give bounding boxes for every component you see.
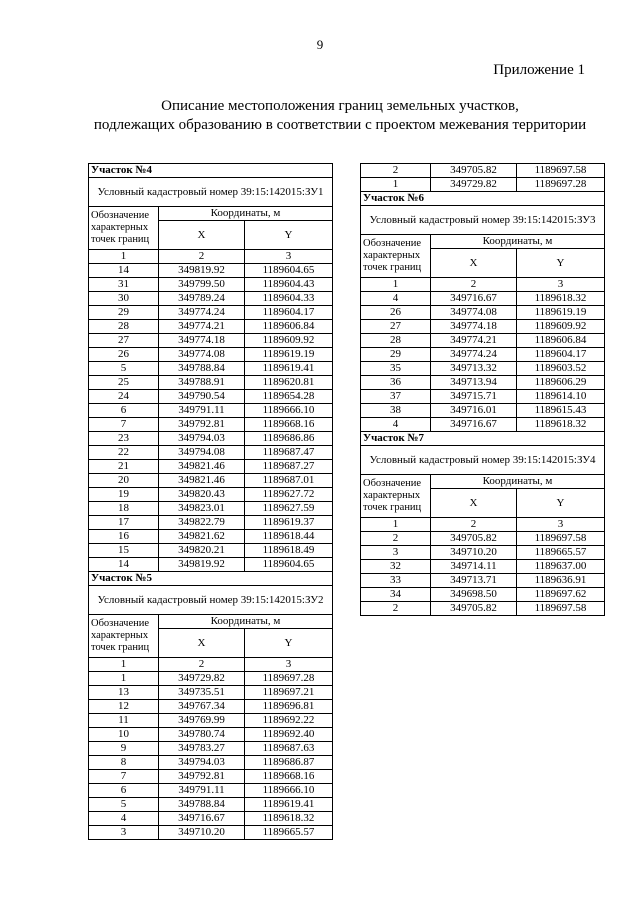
point-number: 12 xyxy=(89,700,159,714)
point-designation-header: Обозначение характерных точек границ xyxy=(361,235,431,278)
column-number-row xyxy=(89,658,333,672)
x-coordinate: 349794.08 xyxy=(159,446,245,460)
table-row xyxy=(89,502,333,516)
point-number: 35 xyxy=(361,362,431,376)
point-number: 32 xyxy=(361,560,431,574)
y-coordinate: 1189627.59 xyxy=(245,502,333,516)
table-row xyxy=(89,320,333,334)
y-coordinate: 1189604.65 xyxy=(245,264,333,278)
table-row xyxy=(89,362,333,376)
point-number: 26 xyxy=(361,306,431,320)
table-row xyxy=(361,292,605,306)
section-title-row xyxy=(361,192,605,206)
point-number: 1 xyxy=(361,178,431,192)
x-coordinate: 349715.71 xyxy=(431,390,517,404)
coordinates-header: Координаты, м xyxy=(431,475,605,489)
table-row xyxy=(361,306,605,320)
x-coordinate: 349716.67 xyxy=(159,812,245,826)
y-coordinate: 1189686.86 xyxy=(245,432,333,446)
x-coordinate: 349820.43 xyxy=(159,488,245,502)
x-coordinate: 349792.81 xyxy=(159,770,245,784)
coordinates-header: Координаты, м xyxy=(159,615,333,629)
point-number: 7 xyxy=(89,770,159,784)
header-row xyxy=(89,615,333,629)
x-coordinate: 349799.50 xyxy=(159,278,245,292)
y-coordinate: 1189637.00 xyxy=(517,560,605,574)
x-coordinate: 349705.82 xyxy=(431,164,517,178)
y-coordinate: 1189687.63 xyxy=(245,742,333,756)
table-row xyxy=(361,362,605,376)
table-row xyxy=(89,686,333,700)
table-row xyxy=(89,784,333,798)
y-coordinate: 1189697.28 xyxy=(245,672,333,686)
x-coordinate: 349794.03 xyxy=(159,432,245,446)
x-coordinate: 349821.46 xyxy=(159,460,245,474)
table-row xyxy=(361,164,605,178)
table-row xyxy=(89,264,333,278)
table-row xyxy=(361,546,605,560)
x-coordinate: 349769.99 xyxy=(159,714,245,728)
section-title: Участок №6 xyxy=(361,192,605,206)
x-coordinate: 349819.92 xyxy=(159,558,245,572)
y-coordinate: 1189618.32 xyxy=(517,418,605,432)
header-row xyxy=(361,475,605,489)
x-coordinate: 349822.79 xyxy=(159,516,245,530)
point-number: 4 xyxy=(89,812,159,826)
point-number: 29 xyxy=(361,348,431,362)
point-number: 34 xyxy=(361,588,431,602)
title-line-1: Описание местоположения границ земельных участков, xyxy=(161,98,519,114)
y-coordinate: 1189604.17 xyxy=(517,348,605,362)
table-row xyxy=(89,404,333,418)
column-number: 3 xyxy=(245,250,333,264)
section-title-row xyxy=(361,432,605,446)
y-coordinate: 1189687.01 xyxy=(245,474,333,488)
section-title-row xyxy=(89,164,333,178)
cadastral-row xyxy=(361,446,605,475)
cadastral-row xyxy=(361,206,605,235)
y-coordinate: 1189615.43 xyxy=(517,404,605,418)
y-coordinate: 1189619.41 xyxy=(245,362,333,376)
table-row xyxy=(89,672,333,686)
point-designation-header: Обозначение характерных точек границ xyxy=(361,475,431,518)
x-coordinate: 349729.82 xyxy=(431,178,517,192)
document-title xyxy=(40,97,640,135)
y-coordinate: 1189606.29 xyxy=(517,376,605,390)
y-coordinate: 1189697.58 xyxy=(517,164,605,178)
table-row xyxy=(89,348,333,362)
x-coordinate: 349716.67 xyxy=(431,292,517,306)
point-number: 15 xyxy=(89,544,159,558)
point-number: 2 xyxy=(361,164,431,178)
point-number: 27 xyxy=(89,334,159,348)
point-number: 10 xyxy=(89,728,159,742)
table-row xyxy=(89,432,333,446)
point-designation-header: Обозначение характерных точек границ xyxy=(89,207,159,250)
table-row xyxy=(89,474,333,488)
table-row xyxy=(361,574,605,588)
y-coordinate: 1189619.19 xyxy=(245,348,333,362)
x-coordinate: 349774.08 xyxy=(431,306,517,320)
x-coordinate: 349767.34 xyxy=(159,700,245,714)
column-number: 2 xyxy=(159,250,245,264)
table-row xyxy=(361,376,605,390)
point-number: 33 xyxy=(361,574,431,588)
table-row xyxy=(89,460,333,474)
point-number: 20 xyxy=(89,474,159,488)
y-coordinate: 1189619.19 xyxy=(517,306,605,320)
point-number: 38 xyxy=(361,404,431,418)
table-row xyxy=(89,418,333,432)
table-row xyxy=(361,348,605,362)
x-coordinate: 349791.11 xyxy=(159,404,245,418)
title-line-2: подлежащих образованию в соответствии с проектом межевания территории xyxy=(93,117,587,133)
y-coordinate: 1189614.10 xyxy=(517,390,605,404)
header-row xyxy=(361,235,605,249)
x-coordinate: 349789.24 xyxy=(159,292,245,306)
section-title: Участок №4 xyxy=(89,164,333,178)
x-coordinate: 349774.21 xyxy=(159,320,245,334)
section-title-row xyxy=(89,572,333,586)
point-number: 5 xyxy=(89,798,159,812)
column-number: 2 xyxy=(431,518,517,532)
x-coordinate: 349774.18 xyxy=(159,334,245,348)
y-coordinate: 1189668.16 xyxy=(245,418,333,432)
y-coordinate: 1189654.28 xyxy=(245,390,333,404)
table-row xyxy=(89,714,333,728)
table-row xyxy=(89,376,333,390)
table-row xyxy=(361,602,605,616)
x-header: X xyxy=(159,629,245,658)
y-coordinate: 1189666.10 xyxy=(245,404,333,418)
table-row xyxy=(361,178,605,192)
table-row xyxy=(89,488,333,502)
column-number: 3 xyxy=(245,658,333,672)
table-row xyxy=(361,588,605,602)
y-coordinate: 1189697.28 xyxy=(517,178,605,192)
point-number: 22 xyxy=(89,446,159,460)
table-row xyxy=(89,798,333,812)
table-row xyxy=(89,544,333,558)
x-coordinate: 349705.82 xyxy=(431,532,517,546)
x-coordinate: 349819.92 xyxy=(159,264,245,278)
table-row xyxy=(89,516,333,530)
y-coordinate: 1189606.84 xyxy=(517,334,605,348)
x-coordinate: 349705.82 xyxy=(431,602,517,616)
cadastral-number: Условный кадастровый номер 39:15:142015:ЗУ1 xyxy=(89,178,333,207)
point-number: 6 xyxy=(89,404,159,418)
point-number: 2 xyxy=(361,602,431,616)
y-coordinate: 1189604.17 xyxy=(245,306,333,320)
point-number: 36 xyxy=(361,376,431,390)
point-number: 3 xyxy=(89,826,159,840)
point-number: 8 xyxy=(89,756,159,770)
x-coordinate: 349783.27 xyxy=(159,742,245,756)
table-row xyxy=(89,278,333,292)
point-number: 26 xyxy=(89,348,159,362)
x-coordinate: 349698.50 xyxy=(431,588,517,602)
table-row xyxy=(361,560,605,574)
table-row xyxy=(89,390,333,404)
y-header: Y xyxy=(517,249,605,278)
y-coordinate: 1189619.37 xyxy=(245,516,333,530)
y-coordinate: 1189697.62 xyxy=(517,588,605,602)
table-row xyxy=(89,728,333,742)
x-coordinate: 349710.20 xyxy=(159,826,245,840)
point-number: 6 xyxy=(89,784,159,798)
point-number: 23 xyxy=(89,432,159,446)
x-coordinate: 349821.46 xyxy=(159,474,245,488)
coordinates-table-left xyxy=(88,163,333,840)
point-number: 29 xyxy=(89,306,159,320)
table-row xyxy=(361,418,605,432)
coordinates-header: Координаты, м xyxy=(159,207,333,221)
y-header: Y xyxy=(517,489,605,518)
column-number: 1 xyxy=(361,278,431,292)
point-number: 16 xyxy=(89,530,159,544)
column-number: 2 xyxy=(431,278,517,292)
x-coordinate: 349729.82 xyxy=(159,672,245,686)
x-header: X xyxy=(159,221,245,250)
table-row xyxy=(89,558,333,572)
column-number: 2 xyxy=(159,658,245,672)
x-coordinate: 349788.84 xyxy=(159,362,245,376)
column-number: 3 xyxy=(517,518,605,532)
y-coordinate: 1189609.92 xyxy=(517,320,605,334)
coordinates-table-right xyxy=(360,163,605,616)
x-coordinate: 349774.24 xyxy=(159,306,245,320)
x-coordinate: 349735.51 xyxy=(159,686,245,700)
point-number: 25 xyxy=(89,376,159,390)
point-number: 28 xyxy=(89,320,159,334)
table-row xyxy=(89,756,333,770)
table-row xyxy=(89,530,333,544)
x-coordinate: 349710.20 xyxy=(431,546,517,560)
y-header: Y xyxy=(245,221,333,250)
cadastral-number: Условный кадастровый номер 39:15:142015:ЗУ3 xyxy=(361,206,605,235)
point-designation-header: Обозначение характерных точек границ xyxy=(89,615,159,658)
y-coordinate: 1189696.81 xyxy=(245,700,333,714)
x-coordinate: 349791.11 xyxy=(159,784,245,798)
x-coordinate: 349713.32 xyxy=(431,362,517,376)
y-coordinate: 1189665.57 xyxy=(517,546,605,560)
point-number: 4 xyxy=(361,418,431,432)
point-number: 17 xyxy=(89,516,159,530)
coordinates-header: Координаты, м xyxy=(431,235,605,249)
column-number-row xyxy=(89,250,333,264)
point-number: 13 xyxy=(89,686,159,700)
column-number: 1 xyxy=(89,658,159,672)
x-coordinate: 349821.62 xyxy=(159,530,245,544)
x-header: X xyxy=(431,489,517,518)
x-coordinate: 349788.91 xyxy=(159,376,245,390)
x-coordinate: 349714.11 xyxy=(431,560,517,574)
page-number: 9 xyxy=(316,37,324,52)
point-number: 28 xyxy=(361,334,431,348)
table-row xyxy=(89,826,333,840)
point-number: 9 xyxy=(89,742,159,756)
cadastral-number: Условный кадастровый номер 39:15:142015:ЗУ4 xyxy=(361,446,605,475)
y-coordinate: 1189687.47 xyxy=(245,446,333,460)
y-coordinate: 1189697.58 xyxy=(517,602,605,616)
point-number: 4 xyxy=(361,292,431,306)
y-coordinate: 1189618.44 xyxy=(245,530,333,544)
y-coordinate: 1189618.32 xyxy=(245,812,333,826)
table-row xyxy=(89,306,333,320)
appendix-label: Приложение 1 xyxy=(493,62,585,78)
point-number: 14 xyxy=(89,264,159,278)
y-coordinate: 1189668.16 xyxy=(245,770,333,784)
y-coordinate: 1189686.87 xyxy=(245,756,333,770)
x-coordinate: 349820.21 xyxy=(159,544,245,558)
point-number: 24 xyxy=(89,390,159,404)
section-title: Участок №5 xyxy=(89,572,333,586)
point-number: 11 xyxy=(89,714,159,728)
column-number-row xyxy=(361,518,605,532)
x-coordinate: 349780.74 xyxy=(159,728,245,742)
table-row xyxy=(361,390,605,404)
cadastral-row xyxy=(89,586,333,615)
table-row xyxy=(361,532,605,546)
x-coordinate: 349774.08 xyxy=(159,348,245,362)
column-number: 1 xyxy=(89,250,159,264)
point-number: 19 xyxy=(89,488,159,502)
y-coordinate: 1189620.81 xyxy=(245,376,333,390)
cadastral-row xyxy=(89,178,333,207)
y-coordinate: 1189603.52 xyxy=(517,362,605,376)
point-number: 2 xyxy=(361,532,431,546)
point-number: 18 xyxy=(89,502,159,516)
column-number-row xyxy=(361,278,605,292)
point-number: 7 xyxy=(89,418,159,432)
x-coordinate: 349823.01 xyxy=(159,502,245,516)
table-row xyxy=(89,770,333,784)
point-number: 21 xyxy=(89,460,159,474)
x-header: X xyxy=(431,249,517,278)
x-coordinate: 349792.81 xyxy=(159,418,245,432)
y-coordinate: 1189606.84 xyxy=(245,320,333,334)
point-number: 31 xyxy=(89,278,159,292)
cadastral-number: Условный кадастровый номер 39:15:142015:ЗУ2 xyxy=(89,586,333,615)
table-row xyxy=(361,334,605,348)
y-coordinate: 1189687.27 xyxy=(245,460,333,474)
x-coordinate: 349774.18 xyxy=(431,320,517,334)
x-coordinate: 349716.01 xyxy=(431,404,517,418)
point-number: 3 xyxy=(361,546,431,560)
y-header: Y xyxy=(245,629,333,658)
x-coordinate: 349788.84 xyxy=(159,798,245,812)
y-coordinate: 1189604.33 xyxy=(245,292,333,306)
y-coordinate: 1189692.40 xyxy=(245,728,333,742)
y-coordinate: 1189618.32 xyxy=(517,292,605,306)
x-coordinate: 349713.71 xyxy=(431,574,517,588)
y-coordinate: 1189618.49 xyxy=(245,544,333,558)
y-coordinate: 1189636.91 xyxy=(517,574,605,588)
point-number: 1 xyxy=(89,672,159,686)
x-coordinate: 349790.54 xyxy=(159,390,245,404)
y-coordinate: 1189604.65 xyxy=(245,558,333,572)
y-coordinate: 1189697.58 xyxy=(517,532,605,546)
x-coordinate: 349794.03 xyxy=(159,756,245,770)
table-row xyxy=(89,446,333,460)
x-coordinate: 349774.24 xyxy=(431,348,517,362)
point-number: 5 xyxy=(89,362,159,376)
table-row xyxy=(89,742,333,756)
table-row xyxy=(361,320,605,334)
y-coordinate: 1189619.41 xyxy=(245,798,333,812)
point-number: 14 xyxy=(89,558,159,572)
table-row xyxy=(89,292,333,306)
point-number: 27 xyxy=(361,320,431,334)
table-row xyxy=(89,812,333,826)
table-row xyxy=(361,404,605,418)
point-number: 37 xyxy=(361,390,431,404)
y-coordinate: 1189627.72 xyxy=(245,488,333,502)
x-coordinate: 349713.94 xyxy=(431,376,517,390)
x-coordinate: 349774.21 xyxy=(431,334,517,348)
header-row xyxy=(89,207,333,221)
section-title: Участок №7 xyxy=(361,432,605,446)
y-coordinate: 1189692.22 xyxy=(245,714,333,728)
table-row xyxy=(89,700,333,714)
column-number: 3 xyxy=(517,278,605,292)
y-coordinate: 1189609.92 xyxy=(245,334,333,348)
y-coordinate: 1189604.43 xyxy=(245,278,333,292)
y-coordinate: 1189665.57 xyxy=(245,826,333,840)
point-number: 30 xyxy=(89,292,159,306)
y-coordinate: 1189666.10 xyxy=(245,784,333,798)
x-coordinate: 349716.67 xyxy=(431,418,517,432)
table-row xyxy=(89,334,333,348)
y-coordinate: 1189697.21 xyxy=(245,686,333,700)
column-number: 1 xyxy=(361,518,431,532)
